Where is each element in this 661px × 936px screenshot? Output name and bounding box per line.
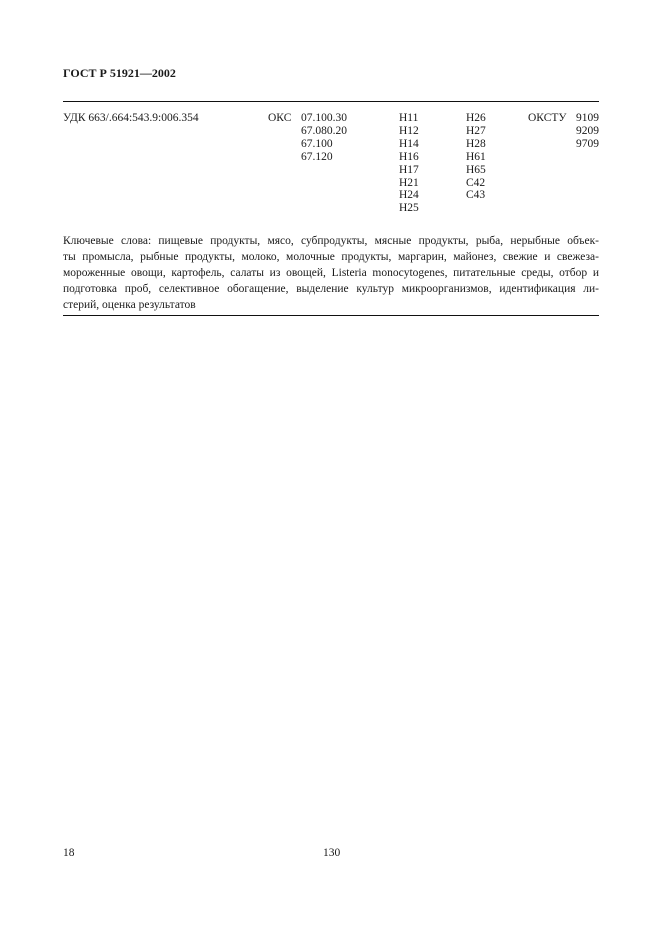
page-number-center: 130 — [323, 847, 341, 859]
h-code: H14 — [399, 137, 419, 150]
okstu-label: ОКСТУ — [528, 112, 567, 124]
document-title: ГОСТ Р 51921—2002 — [63, 66, 176, 80]
h-code: H28 — [466, 137, 486, 150]
page-number-left: 18 — [63, 847, 75, 859]
h-code: H21 — [399, 176, 419, 189]
keywords-line: ты промысла, рыбные продукты, молоко, молочные продукты, маргарин, майонез, свежие и свежеза- — [63, 251, 599, 263]
h-code: H17 — [399, 163, 419, 176]
h-code: H24 — [399, 189, 419, 202]
oks-label: ОКС — [268, 112, 292, 124]
h-code: H27 — [466, 124, 486, 137]
udk-code: УДК 663/.664:543.9:006.354 — [63, 112, 199, 124]
oks-codes — [301, 112, 347, 164]
h-codes-column-1 — [399, 112, 419, 215]
keywords-line: стерий, оценка результатов — [63, 299, 196, 311]
top-rule — [63, 101, 599, 102]
bottom-rule — [63, 315, 599, 316]
h-code: C42 — [466, 176, 486, 189]
h-code: H11 — [399, 112, 419, 124]
h-code: C43 — [466, 189, 486, 202]
h-code: H16 — [399, 150, 419, 163]
okstu-codes — [576, 112, 599, 151]
h-code: H26 — [466, 112, 486, 124]
h-codes-column-2 — [466, 112, 486, 202]
oks-code: 07.100.30 — [301, 112, 347, 124]
h-code: H25 — [399, 202, 419, 215]
h-code: H61 — [466, 150, 486, 163]
h-code: H65 — [466, 163, 486, 176]
oks-code: 67.120 — [301, 150, 333, 163]
keywords-line: подготовка проб, селективное обогащение, выделение культур микроорганизмов, идентификация ли- — [63, 283, 599, 295]
okstu-code: 9109 — [576, 112, 599, 124]
okstu-code: 9709 — [576, 137, 599, 150]
keywords-line: мороженные овощи, картофель, салаты из овощей, Listeria monocytogenes, питательные среды, отбор и — [63, 267, 599, 279]
keywords-line: Ключевые слова: пищевые продукты, мясо, субпродукты, мясные продукты, рыба, нерыбные объек- — [63, 235, 599, 247]
okstu-code: 9209 — [576, 124, 599, 137]
oks-code: 67.100 — [301, 137, 333, 150]
h-code: H12 — [399, 124, 419, 137]
oks-code: 67.080.20 — [301, 124, 347, 137]
keywords-paragraph — [63, 233, 599, 313]
